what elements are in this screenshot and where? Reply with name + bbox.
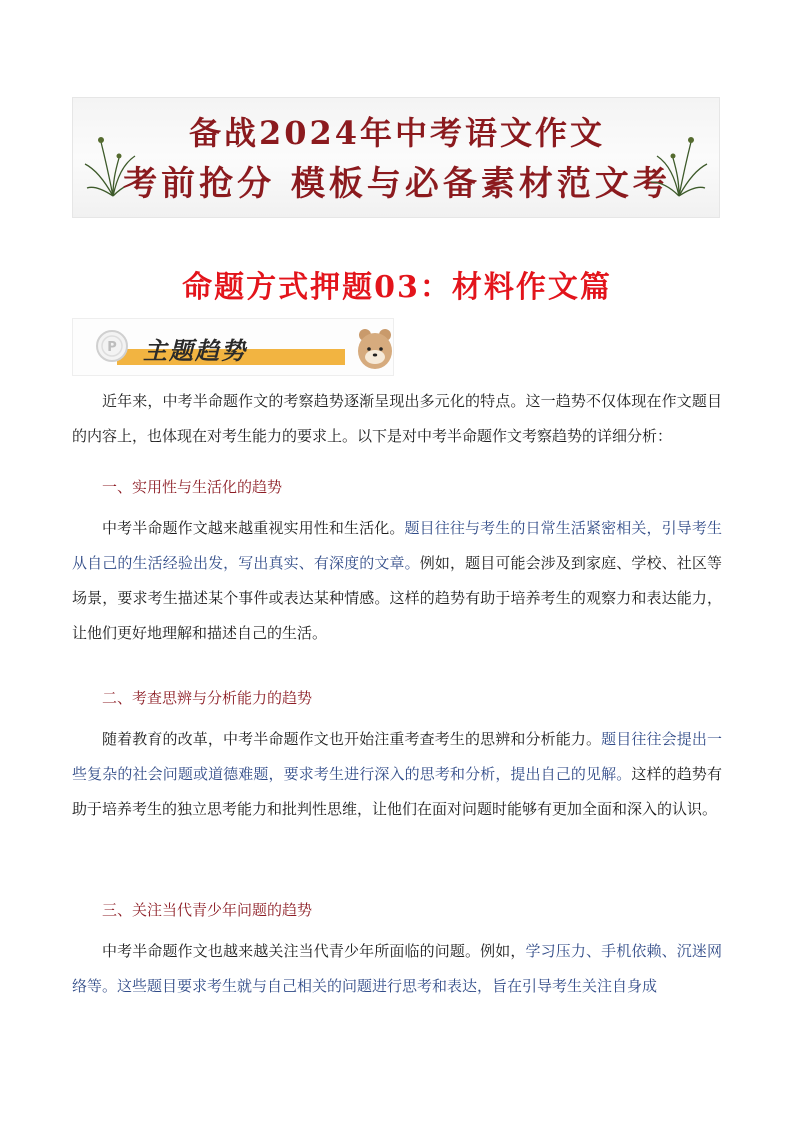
orchid-plant-icon	[649, 128, 709, 198]
highlighted-text: 题目往往会提出一些复杂的社会问题或道德难题，要求考生进行深入的思考和分析，提出自己的见解。	[72, 730, 722, 783]
theme-title: 主题趋势	[143, 337, 247, 365]
section-paragraph-3	[72, 934, 722, 1004]
bear-mascot-icon	[355, 325, 394, 373]
title-banner	[72, 97, 720, 218]
page-title: 命题方式押题03：材料作文篇	[182, 270, 612, 305]
section-title-2: 二、考查思辨与分析能力的趋势	[102, 689, 313, 707]
highlighted-text: 学习压力、手机依赖、沉迷网络等。这些题目要求考生就与自己相关的问题进行思考和表达，旨在引导考生关注自身成	[72, 942, 722, 995]
paragraph-text: 随着教育的改革，中考半命题作文也开始注重考查考生的思辨和分析能力。	[102, 730, 602, 748]
svg-text:P: P	[107, 340, 117, 355]
section-title-3: 三、关注当代青少年问题的趋势	[102, 901, 313, 919]
coin-p-icon	[95, 329, 129, 363]
section-paragraph-2	[72, 722, 722, 827]
paragraph-text: 例如，题目可能会涉及到家庭、学校、社区等场景，要求考生描述某个事件或表达某种情感。这样的趋势有助于培养考生的观察力和表达能力，让他们更好地理解和描述自己的生活。	[72, 554, 722, 642]
paragraph-text: 中考半命题作文越来越重视实用性和生活化。	[102, 519, 405, 537]
intro-paragraph: 近年来，中考半命题作文的考察趋势逐渐呈现出多元化的特点。这一趋势不仅体现在作文题目的内容上，也体现在对考生能力的要求上。以下是对中考半命题作文考察趋势的详细分析：	[72, 392, 722, 445]
banner-title-line-1: 备战2024年中考语文作文	[188, 114, 606, 152]
banner-title-line-2: 考前抢分 模板与必备素材范文考	[123, 164, 671, 204]
section-paragraph-1	[72, 511, 722, 651]
paragraph-text: 中考半命题作文也越来越关注当代青少年所面临的问题。例如，	[102, 942, 526, 960]
theme-banner	[72, 318, 394, 376]
section-title-1: 一、实用性与生活化的趋势	[102, 478, 283, 496]
highlighted-text: 题目往往与考生的日常生活紧密相关，引导考生从自己的生活经验出发，写出真实、有深度的文章。	[72, 519, 722, 572]
paragraph-text: 这样的趋势有助于培养考生的独立思考能力和批判性思维，让他们在面对问题时能够有更加全面和深入的认识。	[72, 765, 722, 818]
